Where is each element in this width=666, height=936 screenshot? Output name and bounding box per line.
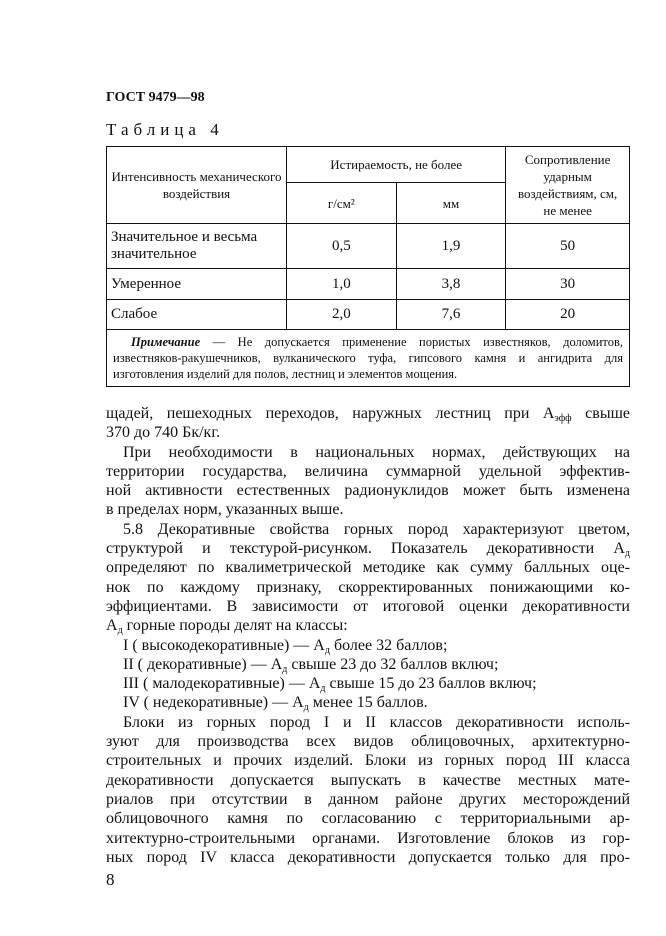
text-line (106, 829, 630, 848)
subscript: эфф (554, 413, 572, 424)
text-segment: риалов при отсутствии в данном районе других месторождений (106, 790, 630, 808)
text-segment: декоративности допускается выпускать в качестве местных мате- (106, 771, 630, 789)
text-segment: территории государства, величина суммарной удельной эффектив- (106, 462, 630, 480)
text-segment: эффициентами. В зависимости от итоговой оценки декоративности (106, 597, 630, 615)
text-segment: хитектурно-строительными органами. Изготовление блоков из гор- (106, 829, 630, 847)
text-segment: IV ( недекоративные) — А (123, 694, 304, 712)
text-line (106, 809, 630, 828)
table-note (107, 330, 630, 387)
cell-g: 2,0 (287, 300, 397, 330)
text-segment: в пределах норм, указанных выше. (106, 501, 344, 519)
text-segment: При необходимости в национальных нормах, действующих на (123, 443, 630, 461)
cell-mm: 3,8 (396, 269, 506, 300)
cell-impact: 20 (506, 300, 630, 330)
subscript: д (320, 683, 326, 695)
page-number: 8 (106, 870, 115, 889)
text-line (106, 693, 630, 712)
text-segment: ной активности естественных радионуклидов может быть изменена (106, 482, 630, 500)
text-line (106, 558, 630, 577)
cell-g: 0,5 (287, 224, 397, 269)
text-line (106, 655, 630, 674)
cell-mm: 7,6 (396, 300, 506, 330)
abrasion-table (106, 146, 630, 387)
cell-intensity: Значительное и весьма значительное (107, 224, 287, 269)
cell-impact: 50 (506, 224, 630, 269)
text-line (106, 674, 630, 693)
text-segment: свыше 23 до 32 баллов включ; (287, 655, 499, 673)
text-line (106, 751, 630, 770)
text-segment: строительных и прочих изделий. Блоки из горных пород III класса (106, 752, 630, 770)
text-segment: 370 до 740 Бк/кг. (106, 424, 221, 442)
cell-intensity: Умеренное (107, 269, 287, 300)
text-line (106, 443, 630, 462)
text-line (106, 771, 630, 790)
cell-g: 1,0 (287, 269, 397, 300)
text-segment: III ( малодекоративные) — А (123, 675, 321, 693)
text-segment: свыше (571, 405, 631, 422)
text-segment: 5.8 Декоративные свойства горных пород характеризуют цветом, (123, 520, 630, 538)
table-row (107, 300, 630, 330)
text-segment: II ( декоративные) — А (123, 655, 283, 673)
text-segment: щадей, пешеходных переходов, наружных лестниц при А (106, 405, 555, 422)
text-segment: нок по каждому признаку, скорректированных понижающими ко- (106, 578, 630, 596)
text-segment: свыше 15 до 23 баллов включ; (325, 675, 537, 693)
note-label: Примечание (131, 335, 201, 349)
subscript: д (303, 702, 309, 714)
note-text: — Не допускается применение пористых известняков, доломитов, известняков-ракушечников, вулканического туфа, гипсового камня и ангидрита для изготовления изделий для полов, лестниц и элементов мощения. (113, 335, 623, 381)
text-line (106, 578, 630, 597)
text-line (106, 790, 630, 809)
text-line (106, 616, 630, 635)
col-header-impact: Сопротивление ударным воздействиям, см, не менее (506, 147, 630, 224)
text-segment: I ( высокодекоративные) — А (123, 636, 325, 654)
col-header-unit-g: г/см² (287, 183, 397, 224)
text-segment: менее 15 баллов. (308, 694, 428, 712)
text-segment: определяют по квалиметрической методике как сумму балльных оце- (106, 559, 630, 577)
text-line (106, 539, 630, 558)
text-line (106, 636, 630, 655)
text-line (106, 520, 630, 539)
text-line (106, 848, 630, 867)
text-line (106, 423, 630, 442)
text-segment: облицовочного камня по согласованию с территориальными ар- (106, 810, 630, 828)
text-segment: Блоки из горных пород I и II классов декоративности исполь- (123, 713, 630, 731)
col-header-abrasion: Истираемость, не более (287, 147, 506, 183)
subscript: д (624, 548, 630, 560)
document-header: ГОСТ 9479—98 (106, 90, 205, 105)
text-segment: А (106, 617, 118, 635)
subscript: д (282, 663, 288, 675)
cell-mm: 1,9 (396, 224, 506, 269)
text-line (106, 404, 630, 423)
text-segment: зуют для производства всех видов облицовочных, архитектурно- (106, 733, 630, 751)
table-row (107, 269, 630, 300)
text-line (106, 732, 630, 751)
subscript: д (117, 625, 123, 637)
col-header-intensity: Интенсивность механического воздействия (107, 147, 287, 224)
subscript: д (324, 644, 330, 656)
text-segment: горные породы делят на классы: (122, 617, 348, 635)
col-header-unit-mm: мм (396, 183, 506, 224)
text-line (106, 713, 630, 732)
text-line (106, 481, 630, 500)
text-line (106, 500, 630, 519)
table-row (107, 224, 630, 269)
cell-intensity: Слабое (107, 300, 287, 330)
text-segment: структурой и текстурой-рисунком. Показатель декоративности А (106, 540, 625, 558)
text-line (106, 597, 630, 616)
body-text (106, 404, 630, 867)
text-line (106, 462, 630, 481)
table-caption: Таблица 4 (106, 120, 224, 139)
text-segment: более 32 баллов; (329, 636, 448, 654)
text-segment: ных пород IV класса декоративности допускается только для про- (106, 848, 630, 866)
cell-impact: 30 (506, 269, 630, 300)
